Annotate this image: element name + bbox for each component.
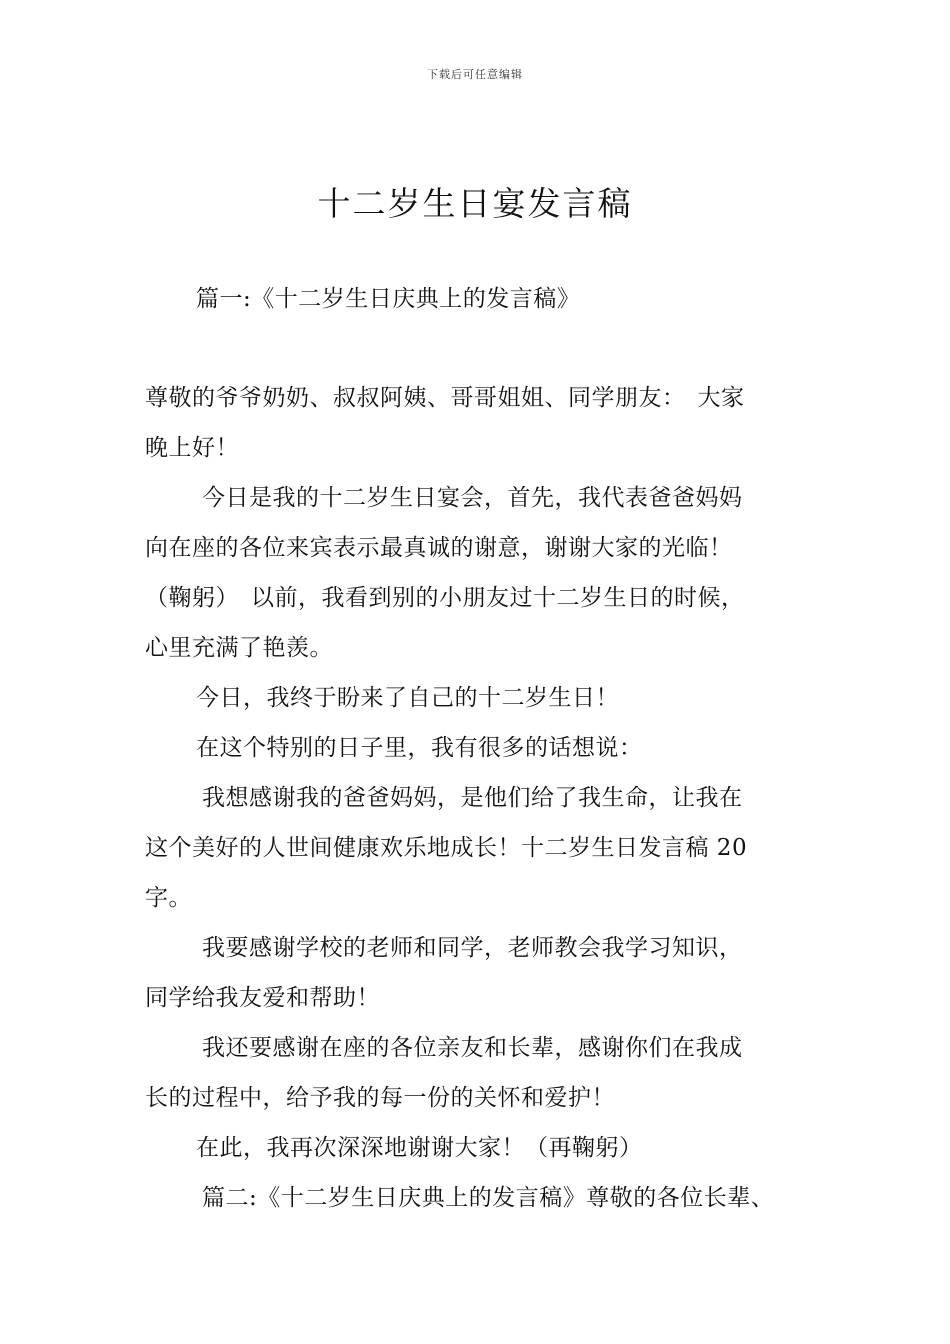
paragraph-line: 在这个特别的日子里，我有很多的话想说：: [196, 735, 643, 761]
paragraph-line: 晚上好！: [145, 435, 239, 461]
paragraph-line: 心里充满了艳羡。: [145, 635, 333, 661]
header-note: 下载后可任意编辑: [427, 68, 523, 81]
paragraph-line: 今日是我的十二岁生日宴会，首先，我代表爸爸妈妈: [202, 485, 743, 511]
section-heading-2: 篇二:《十二岁生日庆典上的发言稿》尊敬的各位长辈、: [202, 1185, 775, 1211]
paragraph-line: 长的过程中，给予我的每一份的关怀和爱护！: [145, 1085, 615, 1111]
paragraph-line: 这个美好的人世间健康欢乐地成长！十二岁生日发言稿 20: [145, 835, 748, 861]
paragraph-line: 我想感谢我的爸爸妈妈，是他们给了我生命，让我在: [202, 785, 743, 811]
paragraph-line: 字。: [145, 885, 192, 911]
paragraph-line: （鞠躬） 以前，我看到别的小朋友过十二岁生日的时候，: [145, 585, 745, 611]
paragraph-line: 今日，我终于盼来了自己的十二岁生日！: [196, 685, 619, 711]
paragraph-line: 同学给我友爱和帮助！: [145, 985, 380, 1011]
paragraph-line: 我要感谢学校的老师和同学，老师教会我学习知识，: [202, 935, 743, 961]
paragraph-line: 我还要感谢在座的各位亲友和长辈，感谢你们在我成: [202, 1035, 743, 1061]
paragraph-line: 尊敬的爷爷奶奶、叔叔阿姨、哥哥姐姐、同学朋友： 大家: [145, 385, 745, 411]
paragraph-line: 向在座的各位来宾表示最真诚的谢意，谢谢大家的光临！: [145, 535, 733, 561]
section-heading-1: 篇一:《十二岁生日庆典上的发言稿》: [196, 286, 581, 312]
paragraph-line: 在此，我再次深深地谢谢大家！（再鞠躬）: [196, 1135, 643, 1161]
document-title: 十二岁生日宴发言稿: [317, 184, 633, 223]
